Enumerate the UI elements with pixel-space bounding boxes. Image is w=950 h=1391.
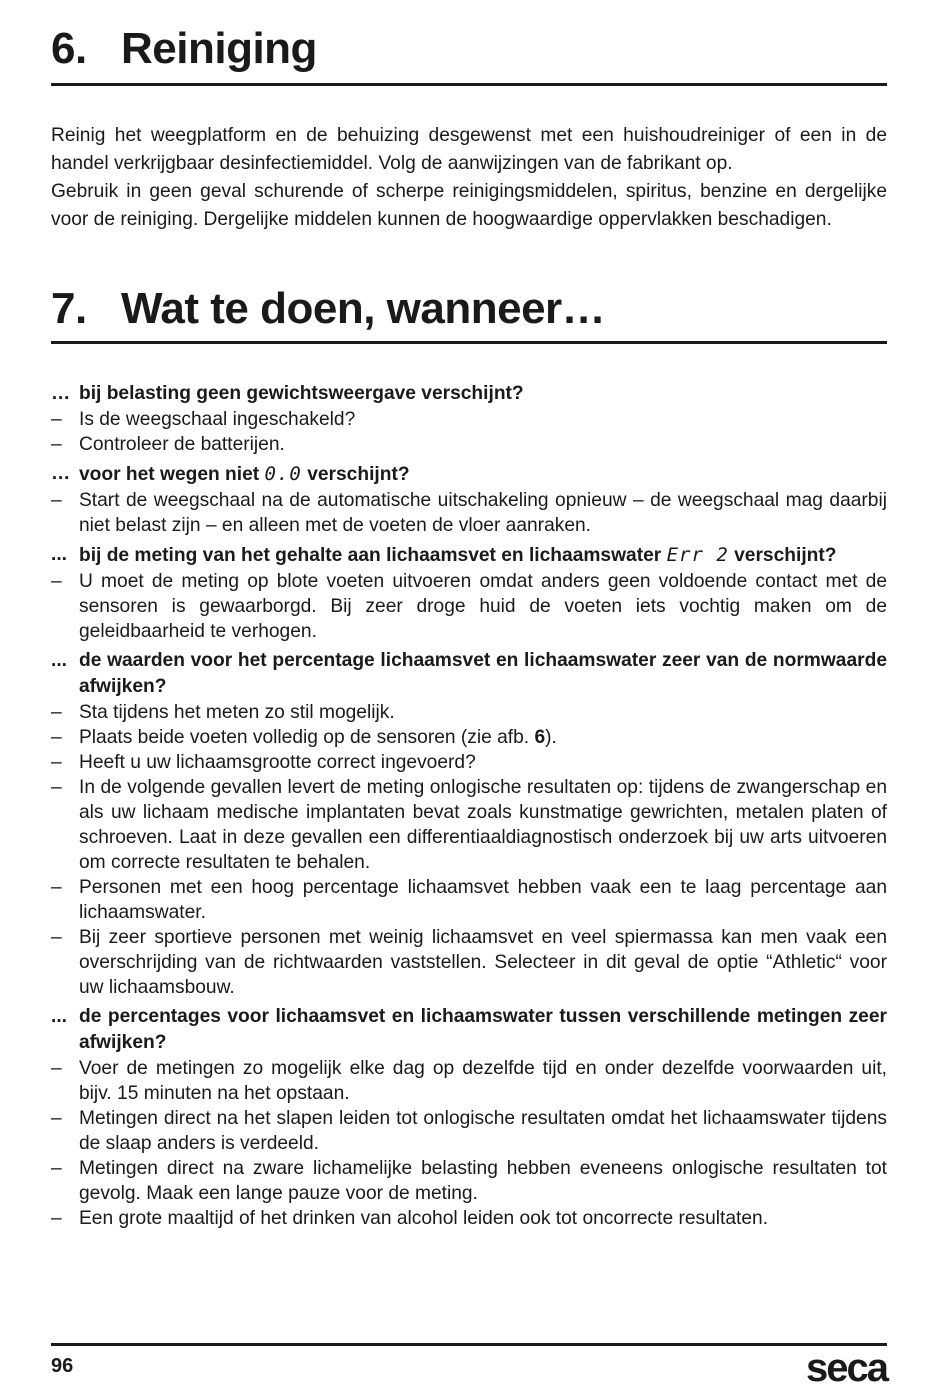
section-6-heading: Reiniging [121, 24, 317, 73]
dash: – [51, 409, 62, 430]
dash: – [51, 752, 62, 773]
question-5 [51, 1004, 887, 1056]
dash: – [51, 877, 62, 898]
list-item [51, 1106, 887, 1156]
item-text: Een grote maaltijd of het drinken van alcohol leiden ook tot oncorrecte resultaten. [79, 1208, 769, 1229]
question-text-after: verschijnt? [307, 464, 410, 485]
item-text: Metingen direct na zware lichamelijke belasting hebben eveneens onlogische resultaten tot gevolg. Maak een lange pauze voor de meting. [79, 1158, 887, 1204]
item-text: Bij zeer sportieve personen met weinig lichaamsvet en veel spiermassa kan men vaak een overschrijding van de richtwaarden vaststellen. Selecteer in dit geval de optie “Athletic“ voor uw lichaamsbouw. [79, 927, 887, 998]
list-item [51, 432, 887, 457]
item-text: Metingen direct na het slapen leiden tot onlogische resultaten omdat het lichaamswater tijdens de slaap anders is verdeeld. [79, 1108, 887, 1154]
question-4 [51, 648, 887, 700]
dash: – [51, 1158, 62, 1179]
question-lead: … [51, 463, 71, 484]
section-6-paragraph-2: Gebruik in geen geval schurende of scherpe reinigingsmiddelen, spiritus, benzine en dergelijke voor de reiniging. Dergelijke middelen kunnen de hoogwaardige oppervlakken beschadigen. [51, 181, 887, 230]
item-text: Controleer de batterijen. [79, 434, 285, 455]
item-text [79, 725, 887, 750]
section-6-rule [51, 83, 887, 86]
dash: – [51, 1058, 62, 1079]
list-item [51, 700, 887, 725]
question-lead: … [51, 383, 71, 404]
list-item [51, 407, 887, 432]
item-text: Voer de metingen zo mogelijk elke dag op dezelfde tijd en onder dezelfde voorwaarden uit, bijv. 15 minuten na het opstaan. [79, 1058, 887, 1104]
list-item [51, 775, 887, 875]
dash: – [51, 777, 62, 798]
footer-rule [51, 1343, 887, 1346]
item-text: Sta tijdens het meten zo stil mogelijk. [79, 702, 395, 723]
item-text: Personen met een hoog percentage lichaamsvet hebben vaak een te laag percentage aan lichaamswater. [79, 877, 887, 923]
question-2 [51, 461, 887, 488]
list-item [51, 725, 887, 750]
question-text: de percentages voor lichaamsvet en lichaamswater tussen verschillende metingen zeer afwijken? [79, 1006, 887, 1053]
troubleshooting-list [51, 381, 887, 1231]
list-item [51, 1206, 887, 1231]
section-7-rule [51, 341, 887, 344]
section-6-number: 6. [51, 24, 87, 73]
list-item [51, 488, 887, 538]
question-text: bij belasting geen gewichtsweergave verschijnt? [79, 383, 524, 404]
section-6-title [51, 24, 317, 74]
item-text-after: ). [545, 727, 557, 748]
list-item [51, 569, 887, 644]
question-1 [51, 381, 887, 407]
section-6-paragraph-1: Reinig het weegplatform en de behuizing desgewenst met een huishoudreiniger of een in de handel verkrijgbaar desinfectiemiddel. Volg de aanwijzingen van de fabrikant op. [51, 125, 887, 174]
question-text: de waarden voor het percentage lichaamsvet en lichaamswater zeer van de normwaarde afwijken? [79, 650, 887, 697]
section-7-heading: Wat te doen, wanneer… [121, 284, 606, 333]
item-text: U moet de meting op blote voeten uitvoeren omdat anders geen voldoende contact met de sensoren is gewaarborgd. Bij zeer droge huid de voeten iets vochtig maken om de geleidbaarheid te verhogen. [79, 571, 887, 642]
question-text-after: verschijnt? [734, 545, 837, 566]
dash: – [51, 1108, 62, 1129]
dash: – [51, 434, 62, 455]
question-text-before: bij de meting van het gehalte aan lichaamsvet en lichaamswater [79, 545, 662, 566]
question-3 [51, 542, 887, 569]
section-7-title [51, 284, 605, 334]
list-item [51, 1056, 887, 1106]
item-text-before: Plaats beide voeten volledig op de sensoren (zie afb. [79, 727, 530, 748]
question-lead: ... [51, 1006, 67, 1027]
list-item [51, 750, 887, 775]
question-text-before: voor het wegen niet [79, 464, 260, 485]
list-item [51, 875, 887, 925]
question-lead: ... [51, 544, 67, 565]
item-text: In de volgende gevallen levert de meting onlogische resultaten op: tijdens de zwangerschap en als uw lichaam medische implantaten bevat zoals kunstmatige gewrichten, metalen platen of schroeven. Laat in deze gevallen een differentiaaldiagnostisch onderzoek bij uw arts uitvoeren om correcte resultaten te behalen. [79, 777, 887, 873]
list-item [51, 1156, 887, 1206]
list-item [51, 925, 887, 1000]
question-lead: ... [51, 650, 67, 671]
display-reading: Err 2 [666, 544, 729, 566]
dash: – [51, 490, 62, 511]
question-text [79, 461, 887, 488]
question-text [79, 542, 887, 569]
page-number: 96 [51, 1355, 74, 1377]
figure-reference: 6 [534, 727, 546, 748]
dash: – [51, 702, 62, 723]
item-text: Heeft u uw lichaamsgrootte correct ingevoerd? [79, 752, 476, 773]
dash: – [51, 727, 62, 748]
dash: – [51, 571, 62, 592]
section-7-number: 7. [51, 284, 87, 333]
dash: – [51, 1208, 62, 1229]
item-text: Is de weegschaal ingeschakeld? [79, 409, 356, 430]
display-reading: 0.0 [264, 463, 302, 485]
item-text: Start de weegschaal na de automatische uitschakeling opnieuw – de weegschaal mag daarbij niet belast zijn – en alleen met de voeten de vloer aanraken. [79, 490, 887, 536]
seca-logo: seca [806, 1346, 887, 1390]
dash: – [51, 927, 62, 948]
